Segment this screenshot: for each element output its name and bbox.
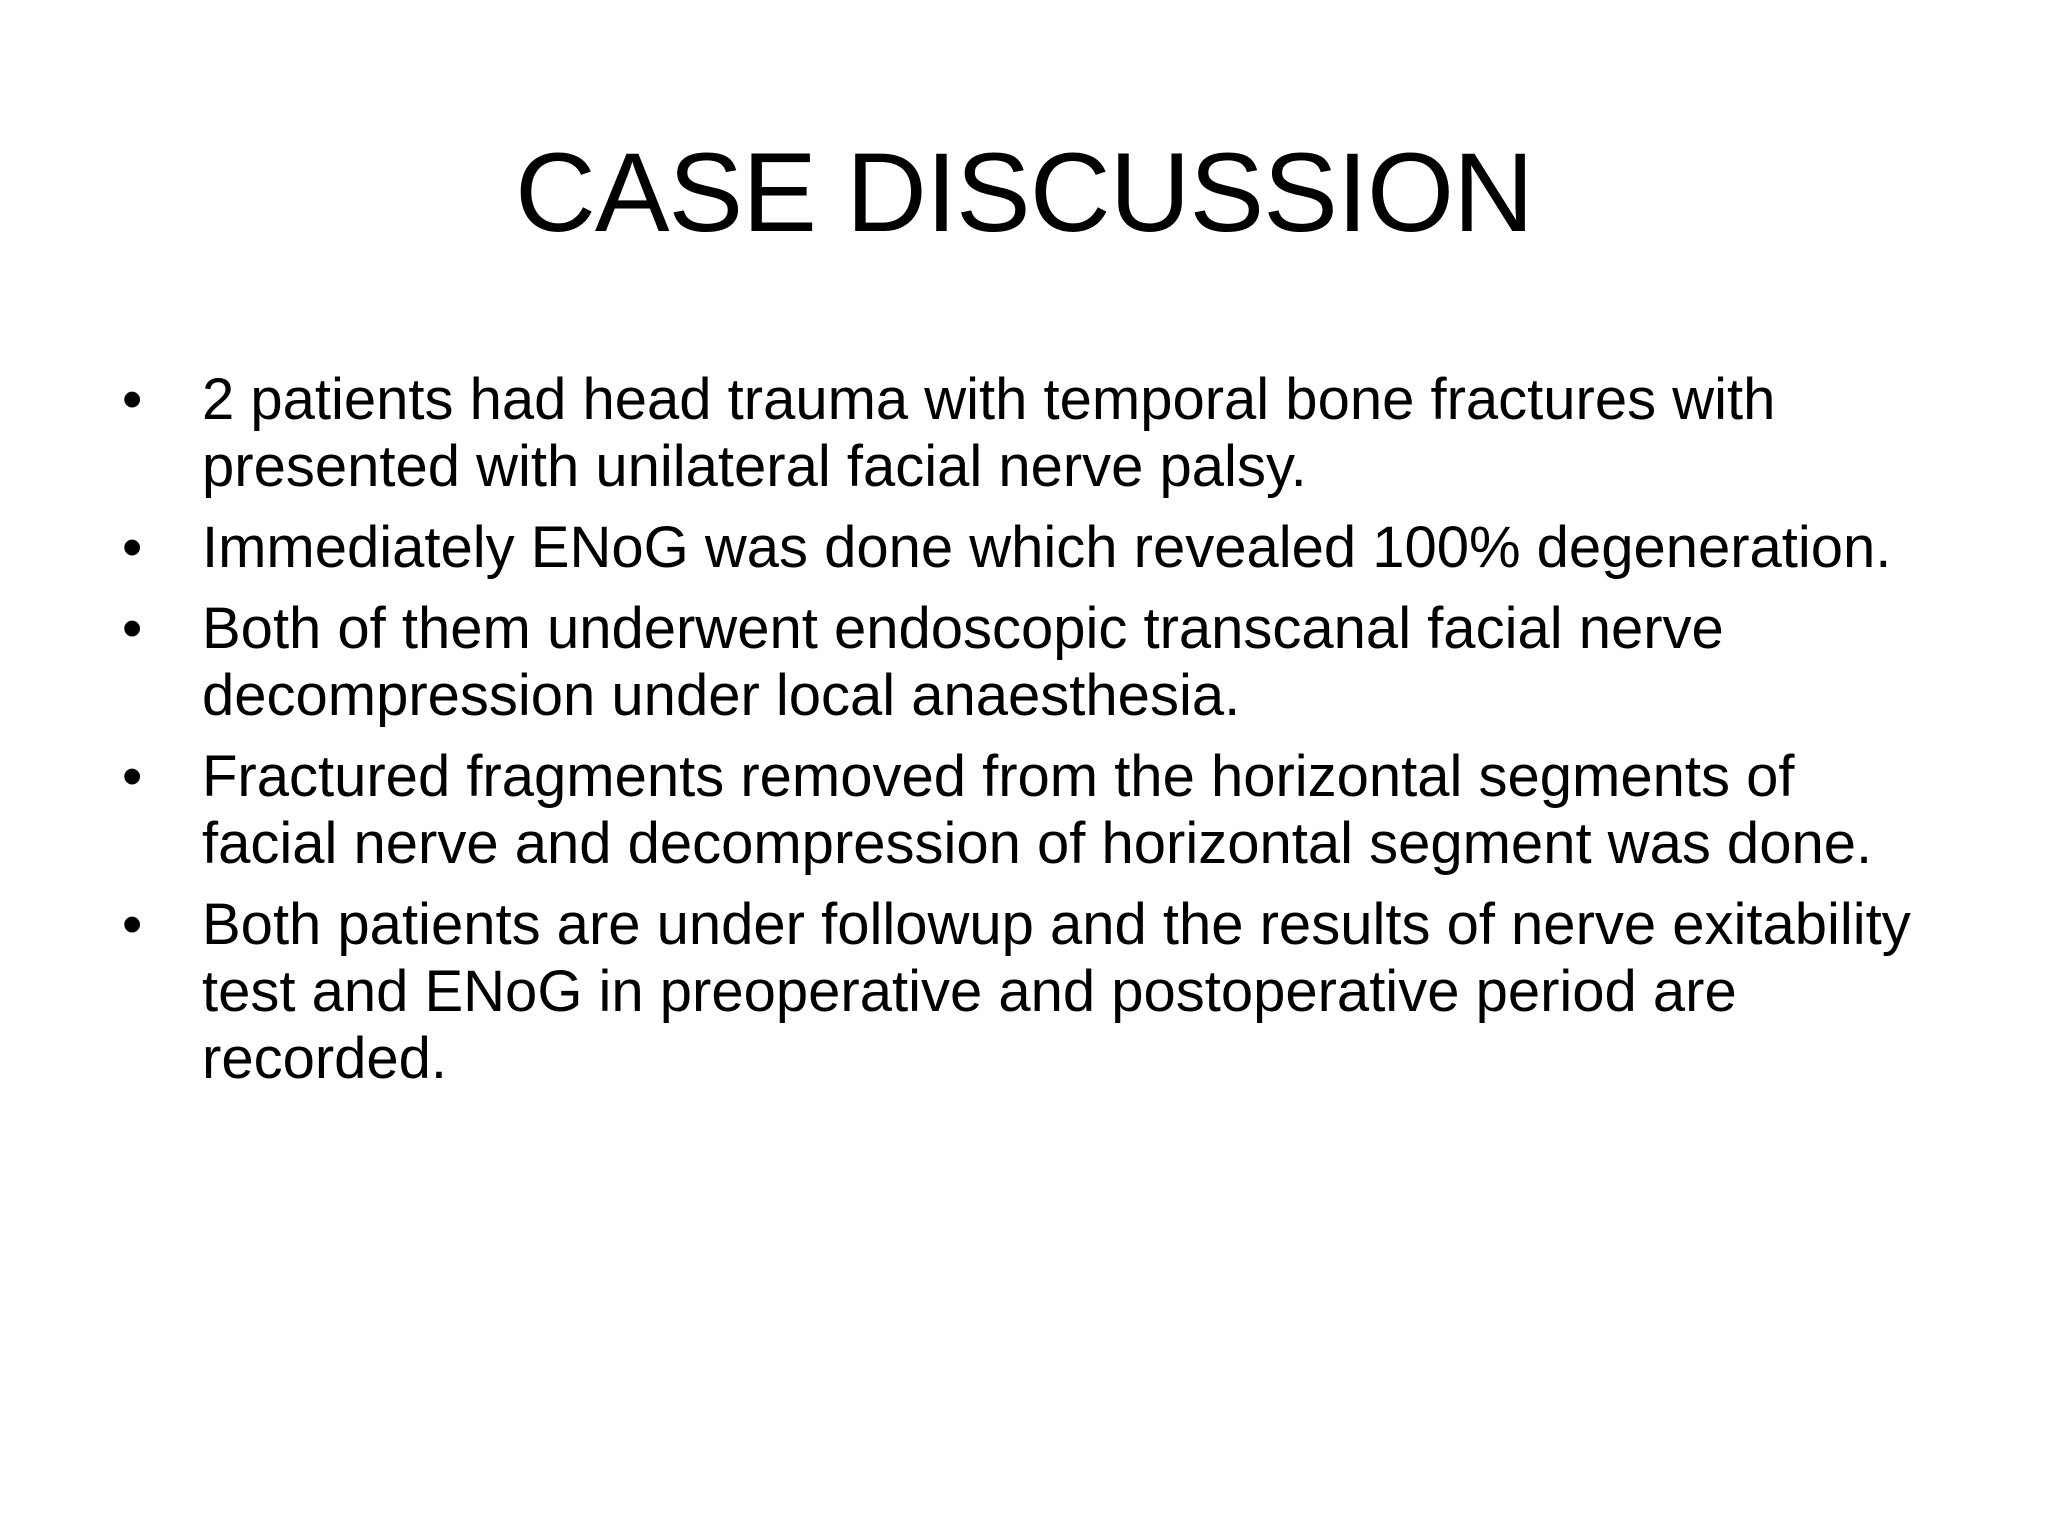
bullet-text: Fractured fragments removed from the horizontal segments of facial nerve and decompression of horizontal segment was done. (202, 744, 1873, 876)
bullet-list (122, 366, 1922, 1106)
bullet-item (122, 366, 1922, 500)
bullet-text: Both patients are under followup and the results of nerve exitability test and ENoG in preoperative and postoperative period are recorded. (202, 892, 1911, 1091)
slide-title: CASE DISCUSSION (514, 130, 1534, 255)
bullet-text: 2 patients had head trauma with temporal bone fractures with presented with unilateral facial nerve palsy. (202, 367, 1776, 499)
bullet-item (122, 743, 1922, 877)
bullet-icon: • (122, 515, 143, 580)
bullet-item (122, 891, 1922, 1092)
bullet-icon: • (122, 367, 143, 432)
bullet-icon: • (122, 744, 143, 809)
bullet-icon: • (122, 892, 143, 957)
bullet-text: Both of them underwent endoscopic transcanal facial nerve decompression under local anaesthesia. (202, 596, 1724, 728)
bullet-icon: • (122, 596, 143, 661)
bullet-item (122, 514, 1922, 581)
bullet-item (122, 595, 1922, 729)
bullet-text: Immediately ENoG was done which revealed 100% degeneration. (202, 515, 1892, 580)
